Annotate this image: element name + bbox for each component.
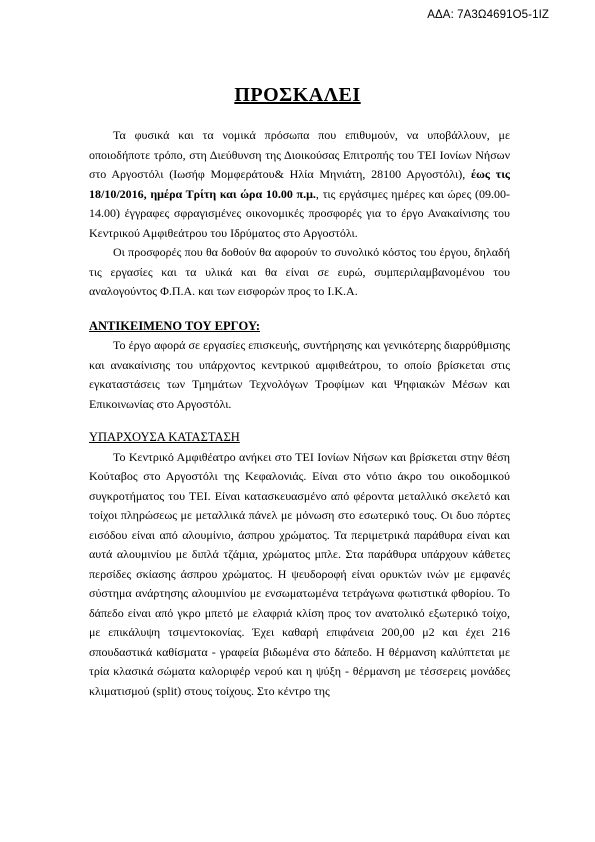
offers-paragraph: Οι προσφορές που θα δοθούν θα αφορούν το συνολικό κόστος του έργου, δηλαδή τις εργασίες και τα υλικά και θα είναι σε ευρώ, συμπεριλαμβανομένου του αναλογούντος Φ.Π.Α. και των εισφορών προς το Ι.Κ.Α. [89, 245, 510, 298]
project-subject-text: Το έργο αφορά σε εργασίες επισκευής, συντήρησης και γενικότερης διαρρύθμισης και ανακαίνισης του υπάρχοντος κεντρικού αμφιθεάτρου, το οποίο βρίσκεται στις εγκαταστάσεις των Τμημάτων Τεχνολόγων Τροφίμων και Ψηφιακών Μέσων και Επικοινωνίας στο Αργοστόλι. [89, 338, 510, 411]
invitation-text-a: Τα φυσικά και τα νομικά πρόσωπα που επιθυμούν, να υποβάλλουν, με οποιοδήποτε τρόπο, στη Διεύθυνση της Διοικούσας Επιτροπής του ΤΕΙ Ιονίων Νήσων στο Αργοστόλι (Ιωσήφ Μομφεράτου& Ηλία Μηνιάτη, 28100 Αργοστόλι), [89, 128, 510, 181]
invitation-paragraph [89, 126, 510, 243]
deadline-text: έως τις 18/10/2016, ημέρα Τρίτη και ώρα 10.00 π.μ. [89, 167, 510, 201]
existing-condition-heading: ΥΠΑΡΧΟΥΣΑ ΚΑΤΑΣΤΑΣΗ [89, 430, 240, 444]
invitation-text-b: , τις εργάσιμες ημέρες και ώρες (09.00-14.00) έγγραφες σφραγισμένες οικονομικές προσφορές για το έργο Ανακαίνισης του Κεντρικού Αμφιθεάτρου του Ιδρύματος στο Αργοστόλι. [89, 186, 510, 240]
document-body [89, 126, 510, 701]
ada-code: ΑΔΑ: 7Α3Ω4691Ο5-1ΙΖ [427, 9, 549, 21]
project-subject-heading: ΑΝΤΙΚΕΙΜΕΝΟ ΤΟΥ ΕΡΓΟΥ: [89, 318, 261, 333]
page-title: ΠΡΟΣΚΑΛΕΙ [234, 84, 361, 106]
existing-condition-text: Το Κεντρικό Αμφιθέατρο ανήκει στο ΤΕΙ Ιονίων Νήσων και βρίσκεται στην θέση Κούταβος στο Αργοστόλι της Κεφαλονιάς. Είναι στο νότιο άκρο του οικοδομικού συγκροτήματος του ΤΕΙ. Είναι κατασκευασμένο από φέροντα μεταλλικό σκελετό και τοίχοι πληρώσεως με μεταλλικά πάνελ με μόνωση στο εσωτερικό τους. Οι δυο πόρτες εισόδου είναι από αλουμίνιο, άσπρου χρώματος. Τα περιμετρικά παράθυρα είναι και αυτά αλουμινίου με διπλά τζάμια, χρώματος μπλε. Στα παράθυρα υπάρχουν κάθετες περσίδες σκίασης άσπρου χρώματος. Η ψευδοροφή είναι ορυκτών ινών με εμφανές σύστημα ανάρτησης αλουμινίου με ενσωματωμένα τετράγωνα φωτιστικά φθορίου. Το δάπεδο είναι από γκρο μπετό με ελαφριά κλίση προς τον ανατολικό εξωτερικό τοίχο, με επικάλυψη τσιμεντοκονίας. Έχει καθαρή επιφάνεια 200,00 μ2 και έχει 216 σπουδαστικά καθίσματα - γραφεία βιδωμένα στο δάπεδο. Η θέρμανση καλύπτεται με τρία κλασικά σώματα καλοριφέρ νερού και η ψύξη - θέρμανση με τέσσερεις μονάδες κλιματισμού (split) στους τοίχους. Στο κέντρο της [89, 449, 510, 698]
